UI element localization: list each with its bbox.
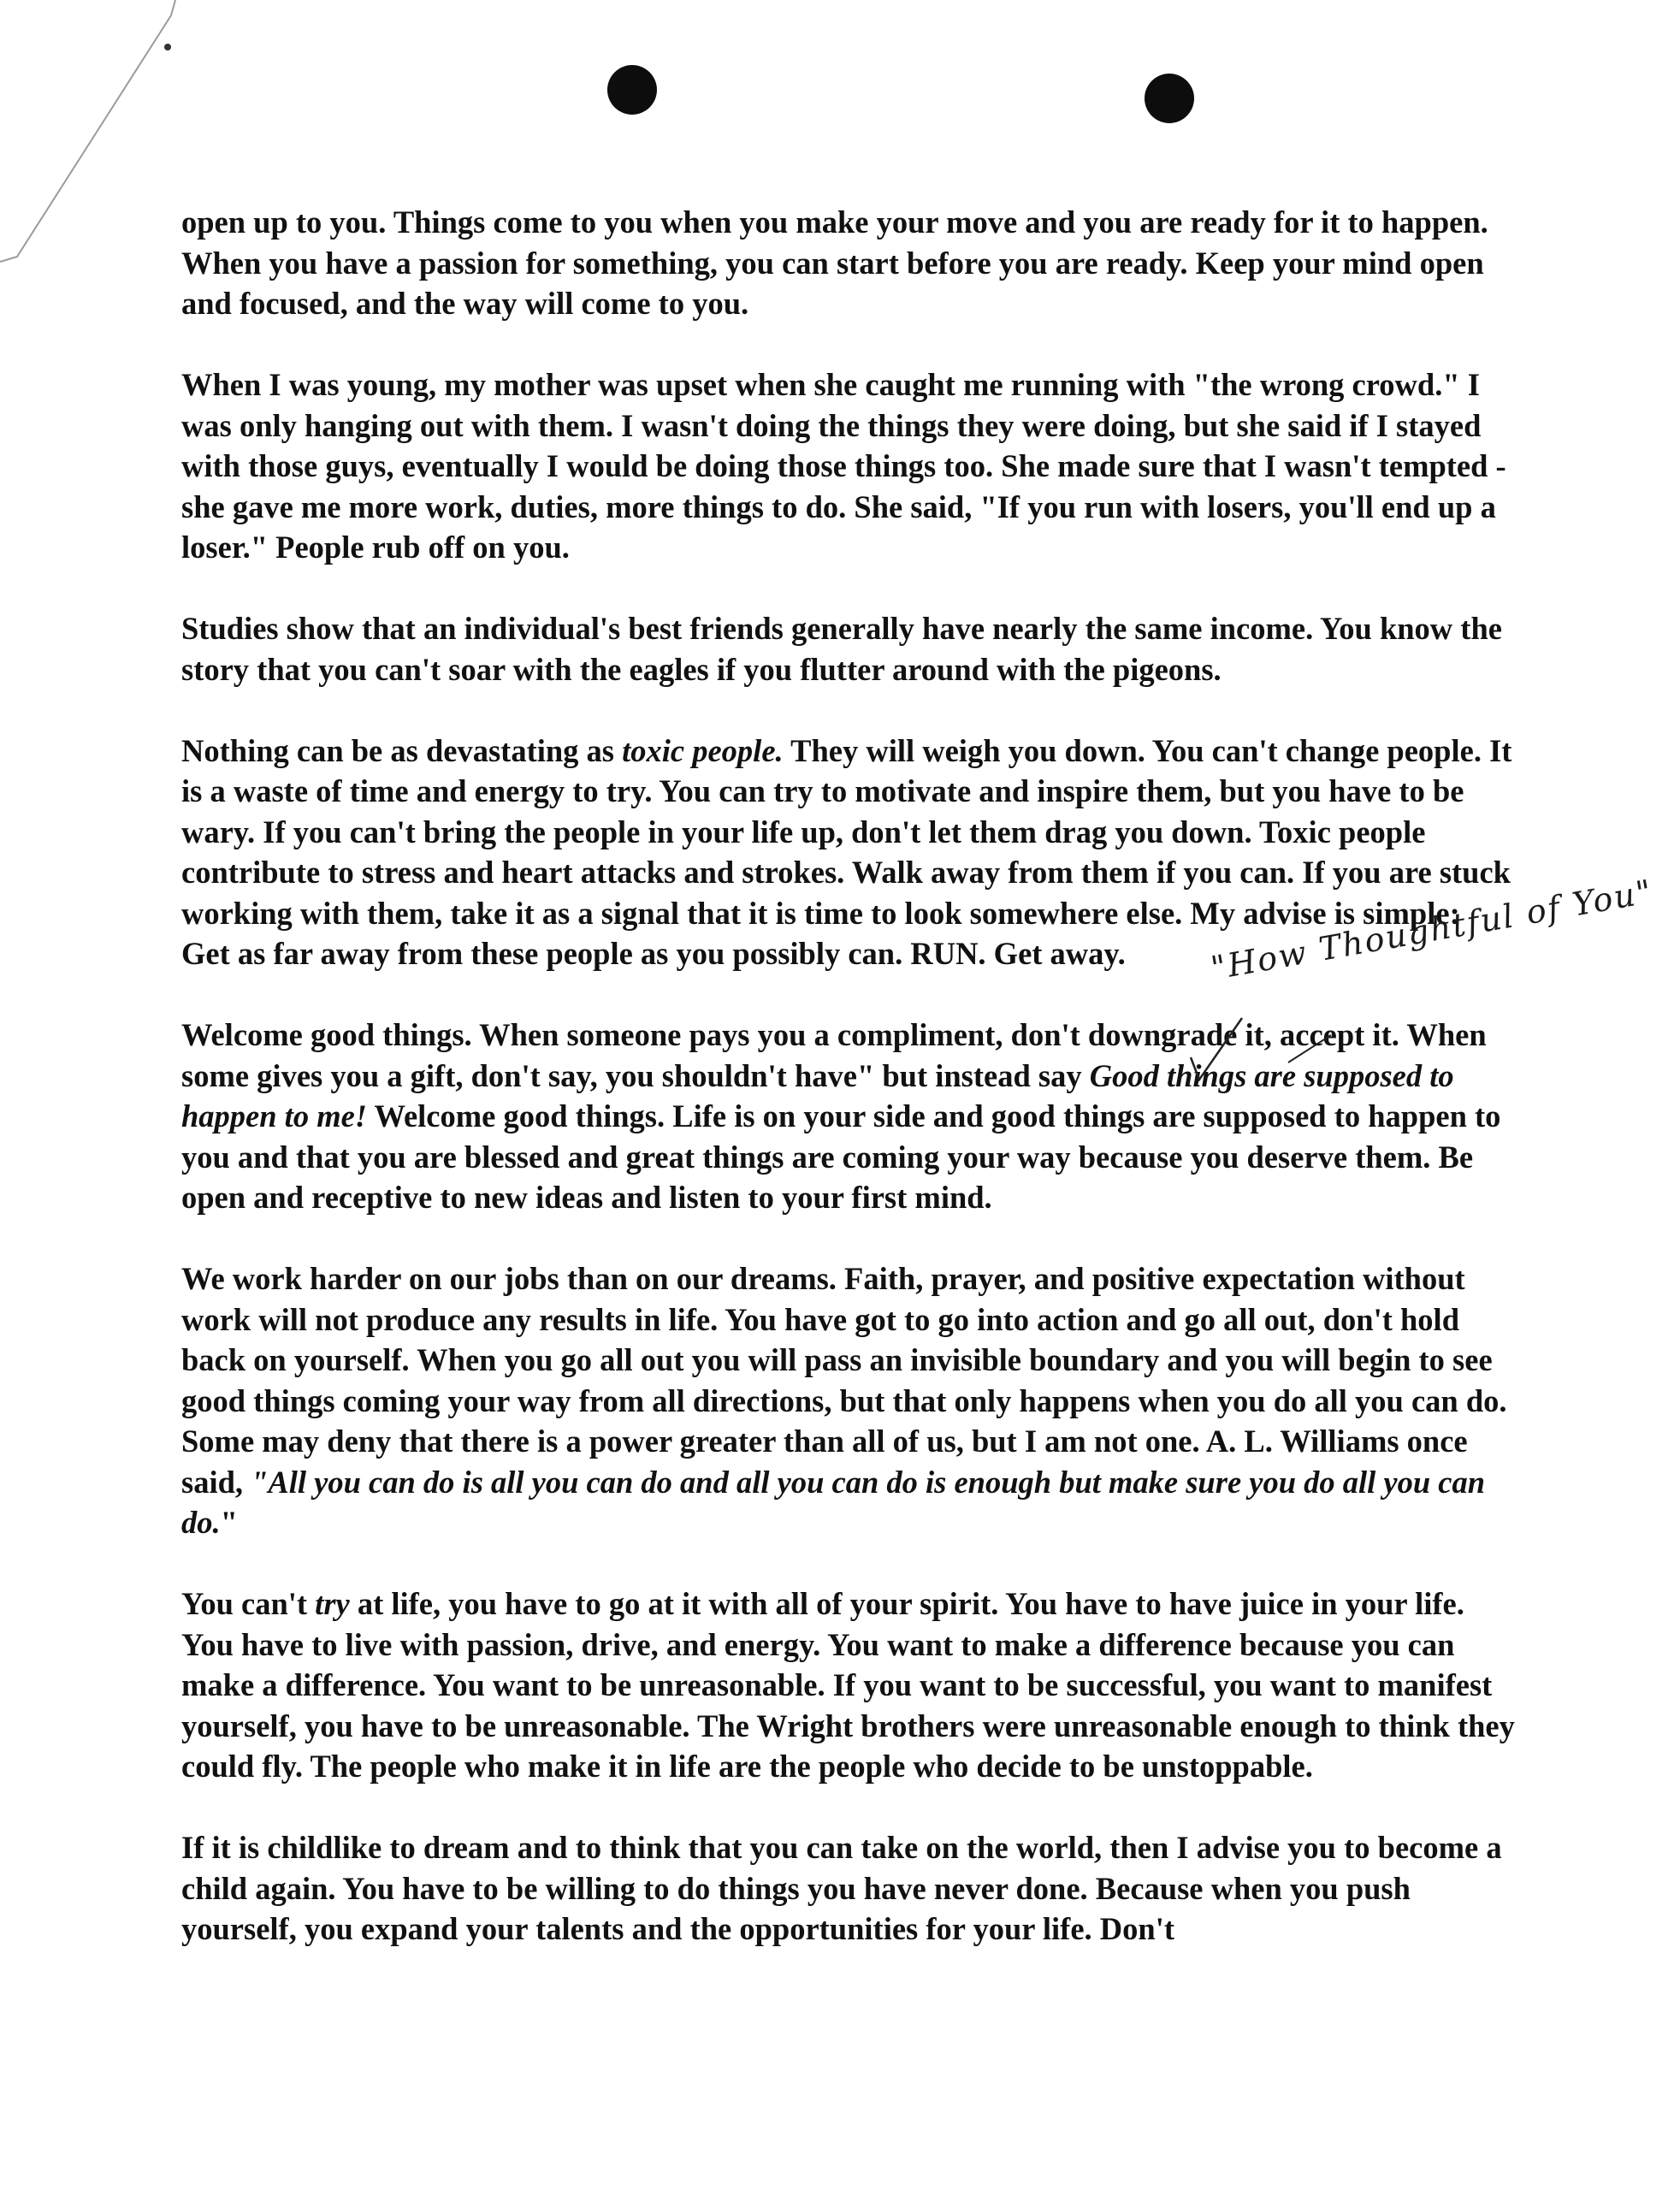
paragraph [181, 1258, 1516, 1543]
italic-text: "All you can do is all you can do and all you can do is enough but make sure you do all you can do. [181, 1464, 1486, 1540]
paragraph [181, 364, 1516, 568]
text-run: You can't [181, 1586, 316, 1621]
italic-text: try [315, 1586, 350, 1621]
punch-hole-left [607, 65, 657, 115]
italic-text: toxic people. [622, 732, 784, 768]
text-run: Welcome good things. When someone pays you a compliment, don't downgrade it, accept it. When some gives you a gift, don't say, you shouldn't have" but instead say [181, 1017, 1487, 1093]
punch-hole-right [1145, 74, 1194, 123]
italic-text: Good things are supposed to happen to me! [181, 1057, 1454, 1133]
text-run: Nothing can be as devastating as [181, 732, 623, 768]
paragraph [181, 1015, 1516, 1218]
paragraph [181, 202, 1516, 324]
text-run: " [220, 1505, 238, 1540]
paragraph [181, 1827, 1516, 1950]
text-run: They will weigh you down. You can't change people. It is a waste of time and energy to try. You can try to motivate and inspire them, but you have to be wary. If you can't bring the people in your life up, don't let them drag you down. Toxic people contribute to stress and heart attacks and strokes. Walk away from them if you can. If you are stuck working with them, take it as a signal that it is time to look somewhere else. My advise is simple: Get as far away from these people as you possibly can. RUN. Get away. [181, 732, 1512, 971]
paragraph [181, 1583, 1516, 1787]
handwritten-note: "How Thoughtful of You" [1208, 872, 1656, 987]
body-text [181, 202, 1516, 1990]
text-run: Welcome good things. Life is on your side and good things are supposed to happen to you and that you are blessed and great things are coming your way because you deserve them. Be open and receptive to new ideas and listen to your first mind. [181, 1098, 1501, 1215]
text-run: If it is childlike to dream and to think that you can take on the world, then I advise you to become a child again. You have to be willing to do things you have never done. Because when you push yourself, you expand your talents and the opportunities for your life. Don't [181, 1830, 1502, 1946]
text-run: at life, you have to go at it with all of your spirit. You have to have juice in your life. You have to live with passion, drive, and energy. You want to make a difference because you can make a difference. You want to be unreasonable. If you want to be successful, you want to manifest yourself, you have to be unreasonable. The Wright brothers were unreasonable enough to think they could fly. The people who make it in life are the people who decide to be unstoppable. [181, 1586, 1515, 1784]
text-run: We work harder on our jobs than on our dreams. Faith, prayer, and positive expectation without work will not produce any results in life. You have got to go into action and go all out, don't hold back on yourself. When you go all out you will pass an invisible boundary and you will begin to see good things coming your way from all directions, but that only happens when you do all you can do. Some may deny that there is a power greater than all of us, but I am not one. A. L. Williams once said, [181, 1261, 1507, 1500]
text-run: Studies show that an individual's best friends generally have nearly the same income. You know the story that you can't soar with the eagles if you flutter around with the pigeons. [181, 611, 1502, 687]
text-run: When I was young, my mother was upset when she caught me running with "the wrong crowd." I was only hanging out with them. I wasn't doing the things they were doing, but she said if I stayed with those guys, eventually I would be doing those things too. She made sure that I wasn't tempted - she gave me more work, duties, more things to do. She said, "If you run with losers, you'll end up a loser." People rub off on you. [181, 367, 1506, 565]
paragraph [181, 608, 1516, 690]
text-run: open up to you. Things come to you when you make your move and you are ready for it to happen. When you have a passion for something, you can start before you are ready. Keep your mind open and focused, and the way will come to you. [181, 204, 1488, 321]
paper-fold-mark [0, 0, 188, 274]
